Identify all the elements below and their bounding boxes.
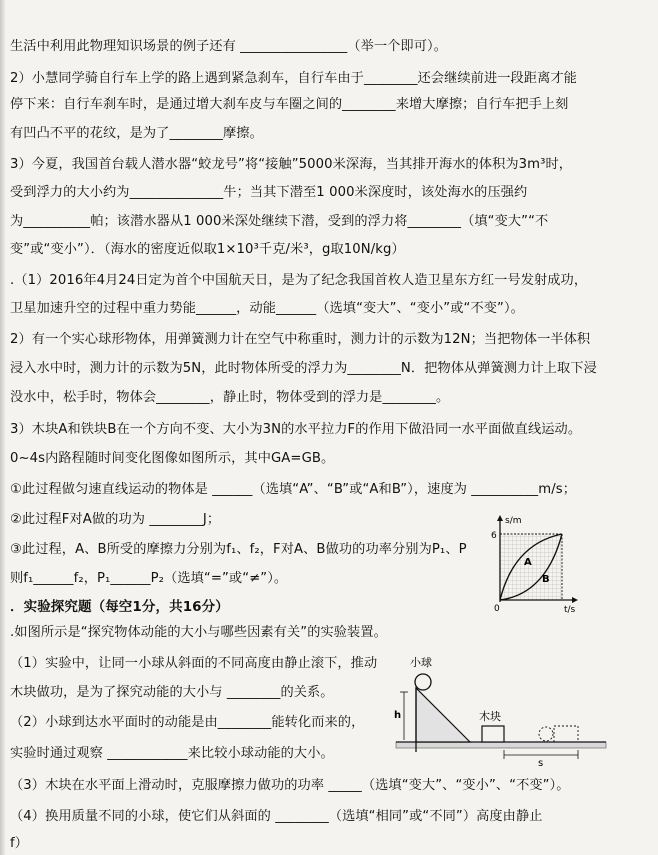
height-label: h xyxy=(394,710,402,721)
text-line: 木块做功，是为了探究动能的大小与 ________的关系。 xyxy=(10,685,334,700)
text-line: 2）有一个实心球形物体，用弹簧测力计在空气中称重时，测力计的示数为12N；当把物体一半体积 xyxy=(10,332,591,347)
origin-label: 0 xyxy=(494,604,500,614)
text-line: 卫星加速升空的过程中重力势能______，动能______（选填“变大”、“变小”或“不变”）。 xyxy=(10,301,524,316)
text-line: 浸入水中时，测力计的示数为5N，此时物体所受的浮力为________N．把物体从弹簧测力计上取下浸 xyxy=(10,361,597,376)
scan-shadow-left xyxy=(0,0,6,855)
text-line: （3）木块在水平面上滑动时，克服摩擦力做功的功率 _____（选填“变大”、“变小”、“不变”）。 xyxy=(10,778,570,793)
ball xyxy=(415,674,431,690)
x-axis-arrow-icon xyxy=(572,597,578,603)
distance-label: s xyxy=(538,758,544,769)
text-line: 变”或“变小”）．（海水的密度近似取1×10³千克/米³，g取10N/kg） xyxy=(10,242,405,257)
text-line: 2）小慧同学骑自行车上学的路上遇到紧急刹车，自行车由于________还会继续前进一段距离才能 xyxy=(10,71,577,86)
text-line: 3）木块A和铁块B在一个方向不变、大小为3N的水平拉力F的作用下做沿同一水平面做直线运动。 xyxy=(10,422,582,437)
text-line: .（1）2016年4月24日定为首个中国航天日，是为了纪念我国首枚人造卫星东方红一号发射成功， xyxy=(10,273,588,288)
section-heading: ．实验探究题（每空1分，共16分） xyxy=(10,599,229,615)
text-line: .如图所示是“探究物体动能的大小与哪些因素有关”的实验装置。 xyxy=(10,625,387,640)
text-line: 停下来：自行车刹车时，是通过增大刹车皮与车圈之间的________来增大摩擦；自行车把手上刻 xyxy=(10,97,569,112)
curve-a-label: A xyxy=(524,557,532,568)
text-line: 3）今夏，我国首台载人潜水器“蛟龙号”将“接触”5000米深海，当其排开海水的体积为3m³时， xyxy=(10,157,573,172)
text-line: 没水中，松手时，物体会________，静止时，物体受到的浮力是________。 xyxy=(10,390,450,405)
ball-label: 小球 xyxy=(410,656,432,669)
ball-final-position xyxy=(539,727,553,741)
ground-surface xyxy=(396,742,606,748)
text-line: 为__________帕；该潜水器从1 000米深处继续下潜，受到的浮力将________（填“变大”“不 xyxy=(10,214,549,229)
x-axis-label: t/s xyxy=(564,605,576,614)
text-line: 有凹凸不平的花纹，是为了________摩擦。 xyxy=(10,126,263,141)
text-line: ③此过程，A、B所受的摩擦力分别为f₁、f₂，F对A、B做功的功率分别为P₁、P xyxy=(10,542,467,557)
text-line: （1）实验中，让同一小球从斜面的不同高度由静止滚下，推动 xyxy=(10,656,378,671)
text-line: 0~4s内路程随时间变化图像如图所示，其中GA=GB。 xyxy=(10,451,335,466)
text-line: ①此过程做匀速直线运动的物体是 ______（选填“A”、“B”或“A和B”），速度为 __________m/s； xyxy=(10,482,576,497)
incline-experiment-figure xyxy=(388,652,613,772)
text-line: ②此过程F对A做的功为 ________J； xyxy=(10,512,221,527)
wood-block-final-position xyxy=(554,726,578,742)
text-line: 生活中利用此物理知识场景的例子还有 ________________（举一个即可）。 xyxy=(10,39,447,54)
text-line: （4）换用质量不同的小球，使它们从斜面的 ________（选填“相同”或“不同”）高度由静止 xyxy=(10,809,543,824)
distance-time-graph xyxy=(484,512,584,614)
curve-b-label: B xyxy=(542,574,550,585)
y-axis-arrow-icon xyxy=(497,515,503,521)
block-label: 木块 xyxy=(479,710,501,723)
text-line: f） xyxy=(10,836,29,851)
y-tick-label: 6 xyxy=(491,531,497,541)
text-line: 则f₁______f₂，P₁______P₂（选填“=”或“≠”）。 xyxy=(10,571,288,586)
text-line: 实验时通过观察 ____________来比较小球动能的大小。 xyxy=(10,746,334,761)
text-line: 受到浮力的大小约为______________牛；当其下潜至1 000米深度时，该处海水的压强约 xyxy=(10,185,528,200)
incline-ramp xyxy=(416,688,470,742)
wood-block xyxy=(482,726,504,742)
y-axis-label: s/m xyxy=(505,516,522,526)
text-line: （2）小球到达水平面时的动能是由________能转化而来的， xyxy=(10,715,365,730)
